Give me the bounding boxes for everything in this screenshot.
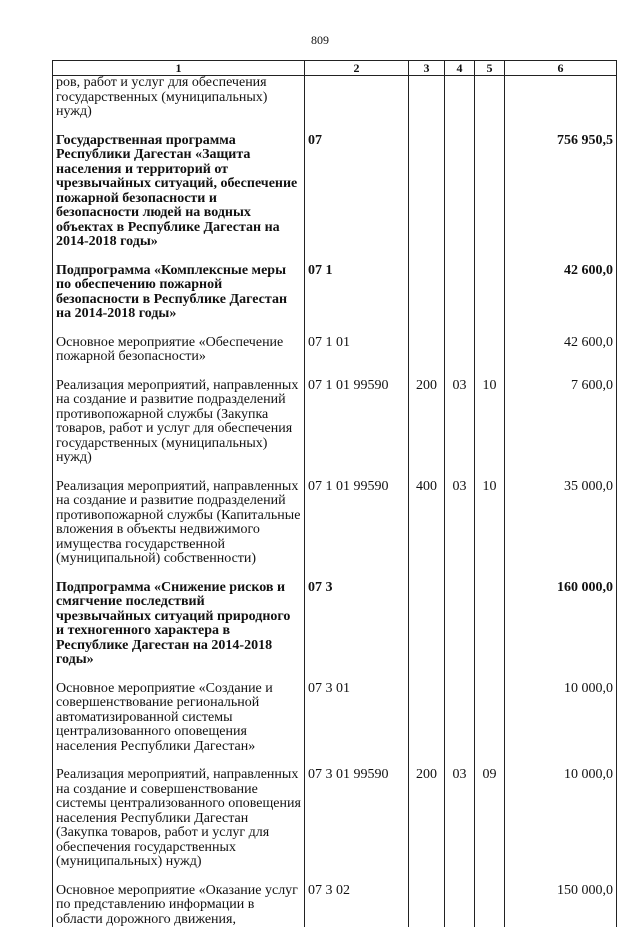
- spacer-cell: [305, 466, 409, 480]
- budget-code-cell: 07 3 02: [305, 884, 409, 927]
- row-spacer: [53, 870, 617, 884]
- row-name-cell: Основное мероприятие «Обеспечение пожарной безопасности»: [53, 336, 305, 365]
- spacer-cell: [445, 466, 475, 480]
- table-row: [53, 581, 617, 668]
- column-header-1: 1: [53, 61, 305, 76]
- row-name-cell: ров, работ и услуг для обеспечения государственных (муниципальных) нужд): [53, 76, 305, 120]
- row-spacer: [53, 567, 617, 581]
- table-row: [53, 768, 617, 870]
- column-header-2: 2: [305, 61, 409, 76]
- subsection-cell: 09: [475, 768, 505, 870]
- spacer-cell: [305, 250, 409, 264]
- amount-cell: 35 000,0: [505, 480, 617, 567]
- spacer-cell: [305, 567, 409, 581]
- spacer-cell: [409, 120, 445, 134]
- spacer-cell: [53, 567, 305, 581]
- amount-cell: 756 950,5: [505, 134, 617, 250]
- expense-type-cell: 400: [409, 480, 445, 567]
- table-row: [53, 264, 617, 322]
- subsection-cell: 10: [475, 379, 505, 466]
- row-name-cell: Основное мероприятие «Создание и совершенствование региональной автоматизированной системы централизованного оповещения населения Республики Дагестан»: [53, 682, 305, 755]
- expense-type-cell: [409, 76, 445, 120]
- spacer-cell: [475, 120, 505, 134]
- expense-type-cell: [409, 336, 445, 365]
- spacer-cell: [305, 870, 409, 884]
- spacer-cell: [445, 365, 475, 379]
- section-cell: [445, 581, 475, 668]
- row-name-cell: Подпрограмма «Комплексные меры по обеспечению пожарной безопасности в Республике Дагестан на 2014-2018 годы»: [53, 264, 305, 322]
- subsection-cell: [475, 134, 505, 250]
- spacer-cell: [505, 870, 617, 884]
- section-cell: [445, 134, 475, 250]
- spacer-cell: [505, 120, 617, 134]
- table-row: [53, 134, 617, 250]
- spacer-cell: [475, 567, 505, 581]
- column-header-5: 5: [475, 61, 505, 76]
- table-row: [53, 884, 617, 927]
- spacer-cell: [445, 567, 475, 581]
- row-spacer: [53, 668, 617, 682]
- table-row: [53, 682, 617, 755]
- spacer-cell: [53, 250, 305, 264]
- spacer-cell: [53, 870, 305, 884]
- section-cell: [445, 264, 475, 322]
- spacer-cell: [53, 120, 305, 134]
- subsection-cell: [475, 76, 505, 120]
- budget-code-cell: [305, 76, 409, 120]
- subsection-cell: [475, 264, 505, 322]
- budget-code-cell: 07 1 01 99590: [305, 480, 409, 567]
- subsection-cell: [475, 682, 505, 755]
- expense-type-cell: [409, 581, 445, 668]
- spacer-cell: [475, 250, 505, 264]
- row-spacer: [53, 120, 617, 134]
- spacer-cell: [305, 754, 409, 768]
- column-header-4: 4: [445, 61, 475, 76]
- section-cell: [445, 884, 475, 927]
- spacer-cell: [53, 365, 305, 379]
- amount-cell: 42 600,0: [505, 264, 617, 322]
- section-cell: [445, 336, 475, 365]
- row-spacer: [53, 322, 617, 336]
- spacer-cell: [445, 322, 475, 336]
- row-name-cell: Реализация мероприятий, направленных на создание и совершенствование системы централизованного оповещения населения Республики Дагестан (Закупка товаров, работ и услуг для обеспечения государственных (муниципальных) нужд): [53, 768, 305, 870]
- budget-table: [52, 60, 617, 927]
- header-row: [53, 61, 617, 76]
- amount-cell: 10 000,0: [505, 768, 617, 870]
- spacer-cell: [409, 250, 445, 264]
- spacer-cell: [505, 365, 617, 379]
- spacer-cell: [305, 120, 409, 134]
- expense-type-cell: [409, 682, 445, 755]
- table-row: [53, 480, 617, 567]
- spacer-cell: [409, 870, 445, 884]
- row-name-cell: Основное мероприятие «Оказание услуг по представлению информации в области дорожного движения,: [53, 884, 305, 927]
- subsection-cell: [475, 884, 505, 927]
- spacer-cell: [475, 754, 505, 768]
- budget-code-cell: 07 3: [305, 581, 409, 668]
- spacer-cell: [305, 322, 409, 336]
- budget-code-cell: 07 3 01: [305, 682, 409, 755]
- spacer-cell: [409, 668, 445, 682]
- spacer-cell: [409, 754, 445, 768]
- table-row: [53, 379, 617, 466]
- spacer-cell: [505, 466, 617, 480]
- section-cell: [445, 682, 475, 755]
- spacer-cell: [53, 668, 305, 682]
- spacer-cell: [505, 668, 617, 682]
- row-name-cell: Подпрограмма «Снижение рисков и смягчение последствий чрезвычайных ситуаций природного и техногенного характера в Республике Дагестан на 2014-2018 годы»: [53, 581, 305, 668]
- amount-cell: 10 000,0: [505, 682, 617, 755]
- table-body: [53, 76, 617, 927]
- column-header-3: 3: [409, 61, 445, 76]
- expense-type-cell: [409, 134, 445, 250]
- expense-type-cell: 200: [409, 379, 445, 466]
- subsection-cell: [475, 581, 505, 668]
- section-cell: 03: [445, 379, 475, 466]
- spacer-cell: [445, 870, 475, 884]
- spacer-cell: [475, 668, 505, 682]
- spacer-cell: [409, 365, 445, 379]
- spacer-cell: [53, 322, 305, 336]
- spacer-cell: [505, 754, 617, 768]
- row-spacer: [53, 754, 617, 768]
- spacer-cell: [475, 466, 505, 480]
- expense-type-cell: [409, 264, 445, 322]
- row-name-cell: Государственная программа Республики Дагестан «Защита населения и территорий от чрезвычайных ситуаций, обеспечение пожарной безопасности и безопасности людей на водных объектах в Республике Дагестан на 2014-2018 годы»: [53, 134, 305, 250]
- spacer-cell: [445, 250, 475, 264]
- spacer-cell: [505, 567, 617, 581]
- budget-code-cell: 07 1 01: [305, 336, 409, 365]
- spacer-cell: [53, 466, 305, 480]
- spacer-cell: [409, 567, 445, 581]
- spacer-cell: [445, 668, 475, 682]
- amount-cell: [505, 76, 617, 120]
- section-cell: 03: [445, 768, 475, 870]
- spacer-cell: [305, 365, 409, 379]
- table-row: [53, 336, 617, 365]
- spacer-cell: [475, 870, 505, 884]
- row-name-cell: Реализация мероприятий, направленных на создание и развитие подразделений противопожарной службы (Закупка товаров, работ и услуг для обеспечения государственных (муниципальных) нужд): [53, 379, 305, 466]
- amount-cell: 150 000,0: [505, 884, 617, 927]
- budget-code-cell: 07 1: [305, 264, 409, 322]
- row-spacer: [53, 466, 617, 480]
- budget-code-cell: 07: [305, 134, 409, 250]
- spacer-cell: [305, 668, 409, 682]
- expense-type-cell: 200: [409, 768, 445, 870]
- subsection-cell: [475, 336, 505, 365]
- section-cell: [445, 76, 475, 120]
- amount-cell: 160 000,0: [505, 581, 617, 668]
- expense-type-cell: [409, 884, 445, 927]
- spacer-cell: [409, 466, 445, 480]
- column-header-6: 6: [505, 61, 617, 76]
- spacer-cell: [505, 322, 617, 336]
- section-cell: 03: [445, 480, 475, 567]
- spacer-cell: [475, 365, 505, 379]
- subsection-cell: 10: [475, 480, 505, 567]
- amount-cell: 42 600,0: [505, 336, 617, 365]
- row-name-cell: Реализация мероприятий, направленных на создание и развитие подразделений противопожарной службы (Капитальные вложения в объекты недвижимого имущества государственной (муниципальной) собственности): [53, 480, 305, 567]
- spacer-cell: [53, 754, 305, 768]
- row-spacer: [53, 250, 617, 264]
- budget-code-cell: 07 1 01 99590: [305, 379, 409, 466]
- page-number: 809: [0, 33, 640, 48]
- budget-code-cell: 07 3 01 99590: [305, 768, 409, 870]
- spacer-cell: [445, 754, 475, 768]
- spacer-cell: [409, 322, 445, 336]
- spacer-cell: [505, 250, 617, 264]
- amount-cell: 7 600,0: [505, 379, 617, 466]
- table-row: [53, 76, 617, 120]
- spacer-cell: [445, 120, 475, 134]
- spacer-cell: [475, 322, 505, 336]
- row-spacer: [53, 365, 617, 379]
